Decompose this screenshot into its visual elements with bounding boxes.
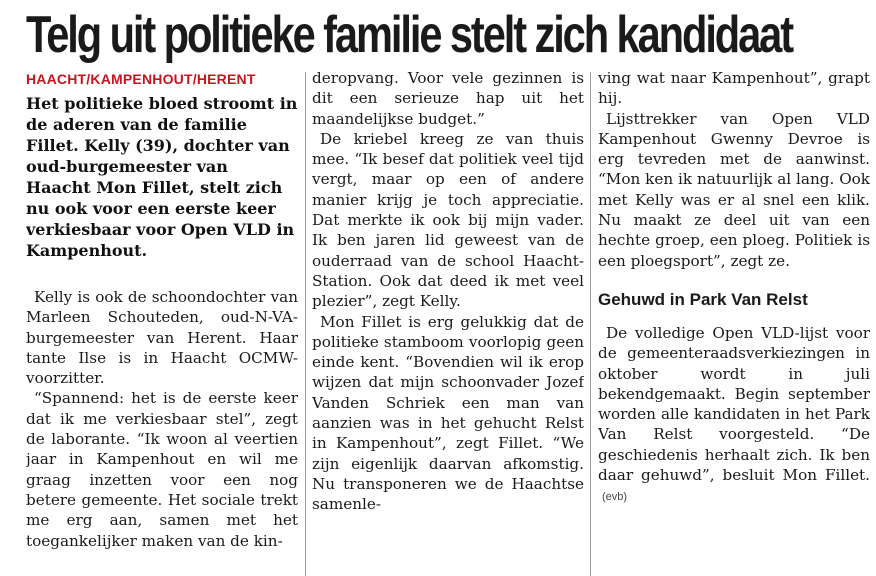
column-divider (305, 72, 306, 576)
article-column-2 (312, 68, 584, 576)
body-paragraph: “Spannend: het is de eerste keer dat ik me verkiesbaar stel”, zegt de laborante. “Ik woon al veertien jaar in Kampenhout en wil me graag inzetten voor een nog betere gemeente. Het sociale trekt me erg aan, samen met het toegankelijker maken van de kin- (26, 389, 298, 550)
location-kicker: HAACHT/KAMPENHOUT/HERENT (26, 71, 256, 87)
lead-paragraph: Het politieke bloed stroomt in de aderen van de familie Fillet. Kelly (39), dochter van oud-burgemeester van Haacht Mon Fillet, stelt zich nu ook voor een eerste keer verkiesbaar voor Open VLD in Kampenhout. (26, 94, 298, 260)
byline: (evb) (602, 491, 628, 504)
column-divider (590, 72, 591, 576)
body-paragraph (598, 323, 870, 508)
article-column-1 (26, 68, 298, 576)
body-paragraph: De kriebel kreeg ze van thuis mee. “Ik besef dat politiek veel tijd vergt, maar op een of andere manier krijg je toch appreciatie. Dat merkte ik ook bij mijn vader. Ik ben jaren lid geweest van de ouderraad van de school Haacht-Station. Ook dat deed ik met veel plezier”, zegt Kelly. (312, 129, 584, 311)
closing-paragraph-text: De volledige Open VLD-lijst voor de gemeenteraadsverkiezingen in oktober wordt in juli bekendgemaakt. Begin september worden alle kandidaten in het Park Van Relst voorgesteld. “De geschiedenis herhaalt zich. Ik ben daar gehuwd”, besluit Mon Fillet. (598, 323, 870, 485)
headline: Telg uit politieke familie stelt zich kandidaat (26, 6, 793, 64)
subheading: Gehuwd in Park Van Relst (598, 289, 808, 309)
article-column-3 (598, 68, 870, 576)
body-paragraph: Kelly is ook de schoondochter van Marleen Schouteden, oud-N-VA-burgemeester van Herent. Haar tante Ilse is in Haacht OCMW-voorzitter. (26, 288, 298, 388)
body-paragraph: ving wat naar Kampenhout”, grapt hij. (598, 69, 870, 108)
body-paragraph: Mon Fillet is erg gelukkig dat de politieke stamboom voorlopig geen einde kent. “Bovendien wil ik erop wijzen dat mijn schoonvader Jozef Vanden Schriek een man van aanzien was in het gehucht Relst in Kampenhout”, zegt Fillet. “We zijn eigenlijk daarvan afkomstig. Nu transponeren we de Haachtse samenle- (312, 312, 584, 514)
body-paragraph: Lijsttrekker van Open VLD Kampenhout Gwenny Devroe is erg tevreden met de aanwinst. “Mon ken ik natuurlijk al lang. Ook met Kelly was er al snel een klik. Nu maakt ze deel uit van een hechte groep, een ploeg. Politiek is een ploegsport”, zegt ze. (598, 109, 870, 270)
body-paragraph: deropvang. Voor vele gezinnen is dit een serieuze hap uit het maandelijkse budget.” (312, 69, 584, 128)
